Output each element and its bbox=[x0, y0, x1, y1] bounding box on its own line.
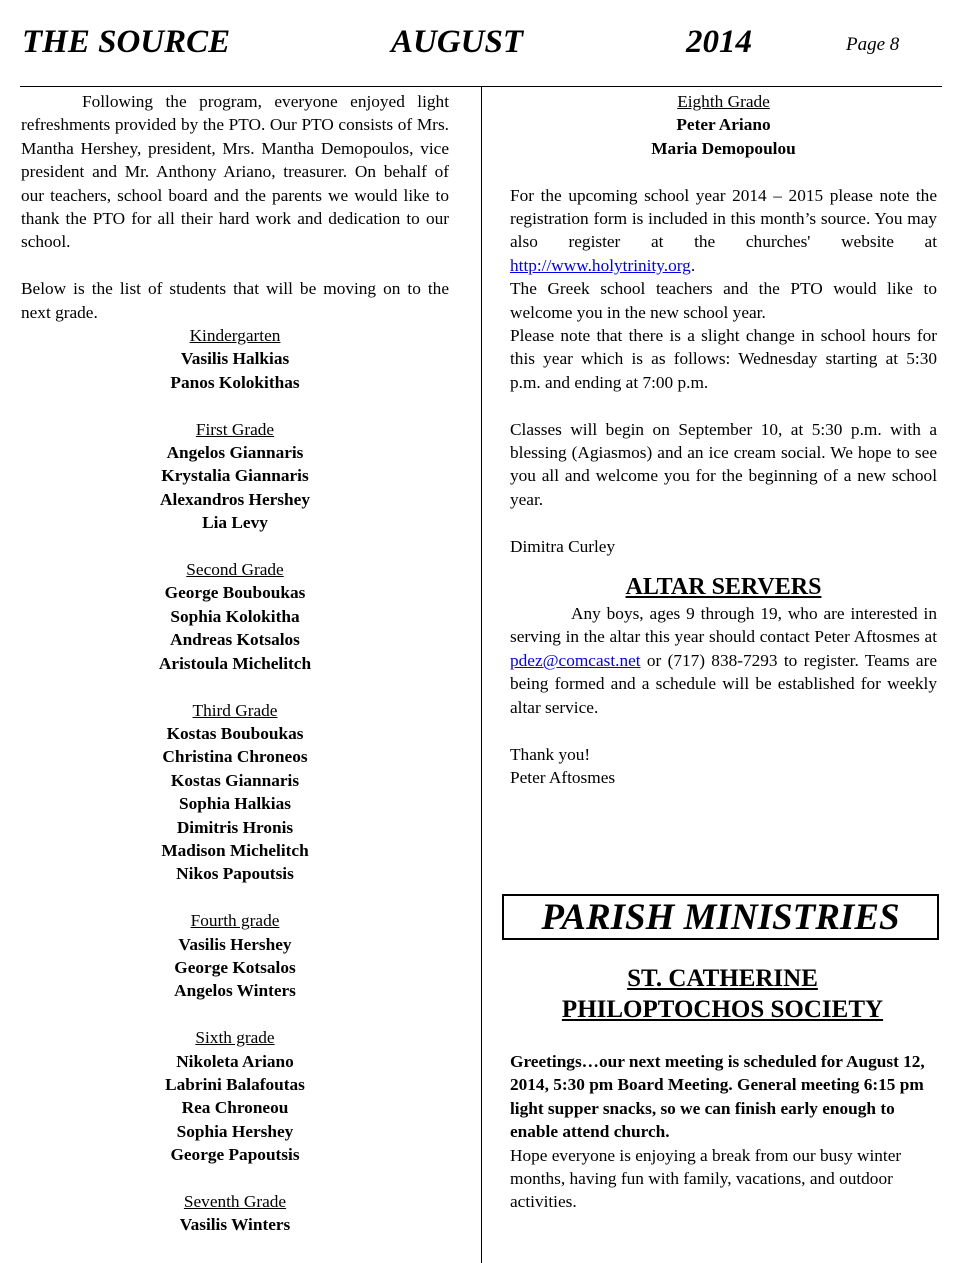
student-name: Angelos Giannaris bbox=[166, 443, 304, 463]
right-column bbox=[510, 90, 937, 789]
student-name: George Bouboukas bbox=[164, 583, 306, 603]
grade-title: Second Grade bbox=[186, 560, 284, 580]
meeting-announcement: Greetings…our next meeting is scheduled for August 12, 2014, 5:30 pm Board Meeting. General meeting 6:15 pm light supper snacks, so we can finish early enough to enable attend church. bbox=[510, 1052, 925, 1142]
student-name: Vasilis Hershey bbox=[178, 934, 292, 954]
student-name: Aristoula Michelitch bbox=[158, 653, 312, 673]
grade-title: Sixth grade bbox=[195, 1028, 275, 1048]
issue-year: 2014 bbox=[686, 24, 752, 60]
column-divider bbox=[481, 87, 482, 1263]
grade-group bbox=[21, 1190, 449, 1237]
page-number: Page 8 bbox=[846, 34, 900, 55]
page-header bbox=[22, 22, 940, 66]
student-name: George Kotsalos bbox=[174, 957, 296, 977]
student-name: Vasilis Halkias bbox=[180, 349, 290, 369]
parish-ministries-banner: PARISH MINISTRIES bbox=[502, 894, 939, 940]
student-name: Krystalia Giannaris bbox=[161, 466, 309, 486]
student-list-intro: Below is the list of students that will be moving on to the next grade. bbox=[21, 279, 449, 322]
left-column bbox=[21, 90, 449, 1237]
student-name: Lia Levy bbox=[202, 513, 268, 533]
philoptochos-heading bbox=[502, 963, 943, 1025]
student-name: Sophia Kolokitha bbox=[170, 606, 300, 626]
student-name: Sophia Hershey bbox=[176, 1121, 294, 1141]
student-name: Nikoleta Ariano bbox=[176, 1051, 294, 1071]
student-name: George Papoutsis bbox=[170, 1145, 300, 1165]
grade-group-eighth bbox=[510, 90, 937, 160]
student-name: Andreas Kotsalos bbox=[170, 630, 300, 650]
grade-title: First Grade bbox=[195, 419, 275, 439]
grade-group bbox=[21, 699, 449, 886]
grade-title: Eighth Grade bbox=[677, 92, 770, 111]
grade-title: Fourth grade bbox=[190, 911, 280, 931]
student-name: Maria Demopoulou bbox=[651, 138, 796, 158]
grade-title: Third Grade bbox=[192, 700, 278, 720]
student-name: Labrini Balafoutas bbox=[165, 1074, 305, 1094]
student-name: Kostas Giannaris bbox=[170, 770, 300, 790]
grade-group bbox=[21, 909, 449, 1003]
student-name: Sophia Halkias bbox=[179, 794, 291, 814]
student-name: Angelos Winters bbox=[174, 981, 296, 1001]
student-name: Madison Michelitch bbox=[161, 840, 309, 860]
registration-paragraph: For the upcoming school year 2014 – 2015 please note the registration form is included in this month’s source. You may also register at the churches' website at http://www.holytrinity.org. bbox=[510, 185, 937, 275]
classes-paragraph: Classes will begin on September 10, at 5:30 p.m. with a blessing (Agiasmos) and an ice cream social. We hope to see you all and welcome you for the beginning of a new school year. bbox=[510, 419, 937, 509]
student-name: Dimitris Hronis bbox=[176, 817, 294, 837]
signature-peter: Peter Aftosmes bbox=[510, 767, 616, 787]
church-website-link[interactable]: http://www.holytrinity.org bbox=[510, 255, 691, 275]
student-name: Nikos Papoutsis bbox=[176, 864, 294, 884]
grade-group bbox=[21, 558, 449, 675]
pto-thanks-paragraph: Following the program, everyone enjoyed light refreshments provided by the PTO. Our PTO consists of Mrs. Mantha Hershey, president, Mrs. Mantha Demopoulos, vice president and Mr. Anthony Ariano, treasurer. On behalf of our teachers, school board and the parents we would like to thank the PTO for all their hard work and dedication to our school. bbox=[21, 92, 449, 252]
grade-group bbox=[21, 1026, 449, 1166]
altar-servers-paragraph: Any boys, ages 9 through 19, who are interested in serving in the altar this year should contact Peter Aftosmes at pdez@comcast.net or (717) 838-7293 to register. Teams are being formed and a schedule will be established for weekly altar service. bbox=[510, 604, 937, 717]
student-name: Christina Chroneos bbox=[162, 747, 308, 767]
newsletter-title: THE SOURCE bbox=[22, 24, 231, 60]
altar-servers-heading: ALTAR SERVERS bbox=[625, 574, 822, 601]
student-name: Kostas Bouboukas bbox=[166, 723, 304, 743]
philoptochos-heading-line2: PHILOPTOCHOS SOCIETY bbox=[561, 996, 884, 1023]
grade-group bbox=[21, 324, 449, 394]
student-name: Peter Ariano bbox=[676, 115, 771, 135]
greek-school-paragraph: The Greek school teachers and the PTO would like to welcome you in the new school year. bbox=[510, 279, 937, 322]
issue-month: AUGUST bbox=[391, 24, 524, 60]
philoptochos-heading-line1: ST. CATHERINE bbox=[627, 965, 818, 992]
student-name: Vasilis Winters bbox=[179, 1215, 291, 1235]
grade-group bbox=[21, 418, 449, 535]
student-name: Panos Kolokithas bbox=[170, 372, 300, 392]
philoptochos-section bbox=[510, 1050, 937, 1214]
philoptochos-greeting: Hope everyone is enjoying a break from our busy winter months, having fun with family, vacations, and outdoor activities. bbox=[510, 1145, 902, 1212]
altar-email-link[interactable]: pdez@comcast.net bbox=[510, 650, 641, 670]
altar-thanks: Thank you! bbox=[510, 744, 591, 764]
student-name: Rea Chroneou bbox=[181, 1098, 289, 1118]
grade-title: Seventh Grade bbox=[183, 1191, 287, 1211]
grade-title: Kindergarten bbox=[189, 326, 281, 346]
school-hours-paragraph: Please note that there is a slight change in school hours for this year which is as follows: Wednesday starting at 5:30 p.m. and ending at 7:00 p.m. bbox=[510, 326, 937, 392]
grade-list bbox=[21, 324, 449, 1237]
signature-dimitra: Dimitra Curley bbox=[510, 536, 616, 556]
student-name: Alexandros Hershey bbox=[160, 489, 310, 509]
